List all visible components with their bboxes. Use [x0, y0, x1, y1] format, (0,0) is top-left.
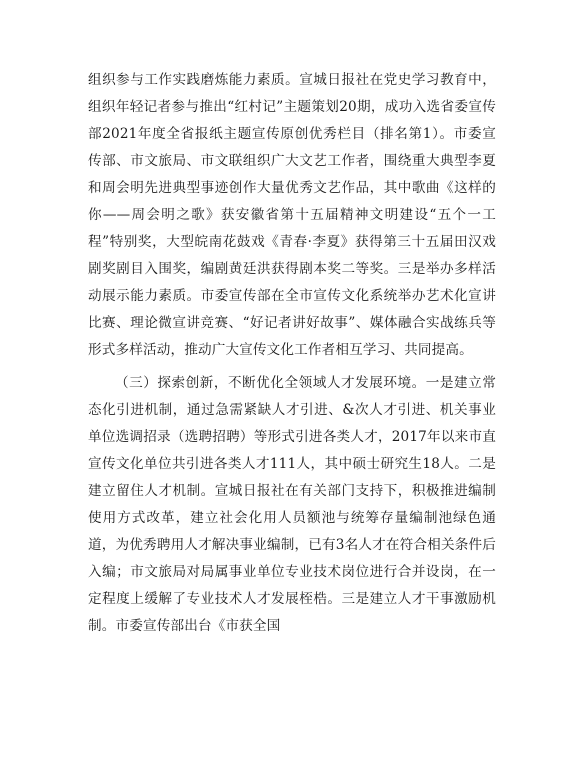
body-paragraph-section-three: （三）探索创新，不断优化全领域人才发展环境。一是建立常态化引进机制，通过急需紧缺人才引进、&次人才引进、机关事业单位选调招录（选聘招聘）等形式引进各类人才，2017年以来市直宣传文化单位共引进各类人才111人，其中硕士研究生18人。二是建立留住人才机制。宣城日报社在有关部门支持下，积极推进编制使用方式改革，建立社会化用人员额池与统筹存量编制池绿色通道，为优秀聘用人才解决事业编制，已有3名人才在符合相关条件后入编；市文旅局对局属事业单位专业技术岗位进行合并设岗，在一定程度上缓解了专业技术人才发展桎梏。三是建立人才干事激励机制。市委宣传部出台《市获全国 [88, 375, 496, 634]
document-page [88, 67, 496, 640]
body-paragraph-continued: 组织参与工作实践磨炼能力素质。宣城日报社在党史学习教育中，组织年轻记者参与推出“红村记”主题策划20期，成功入选省委宣传部2021年度全省报纸主题宣传原创优秀栏目（排名第1）。市委宣传部、市文旅局、市文联组织广大文艺工作者，围绕重大典型李夏和周会明先进典型事迹创作大量优秀文艺作品，其中歌曲《这样的你——周会明之歌》获安徽省第十五届精神文明建设“五个一工程”特别奖，大型皖南花鼓戏《青春·李夏》获得第三十五届田汉戏剧奖剧目入围奖，编剧黄廷洪获得剧本奖二等奖。三是举办多样活动展示能力素质。市委宣传部在全市宣传文化系统举办艺术化宣讲比赛、理论微宣讲竞赛、“好记者讲好故事”、媒体融合实战练兵等形式多样活动，推动广大宣传文化工作者相互学习、共同提高。 [88, 72, 496, 358]
